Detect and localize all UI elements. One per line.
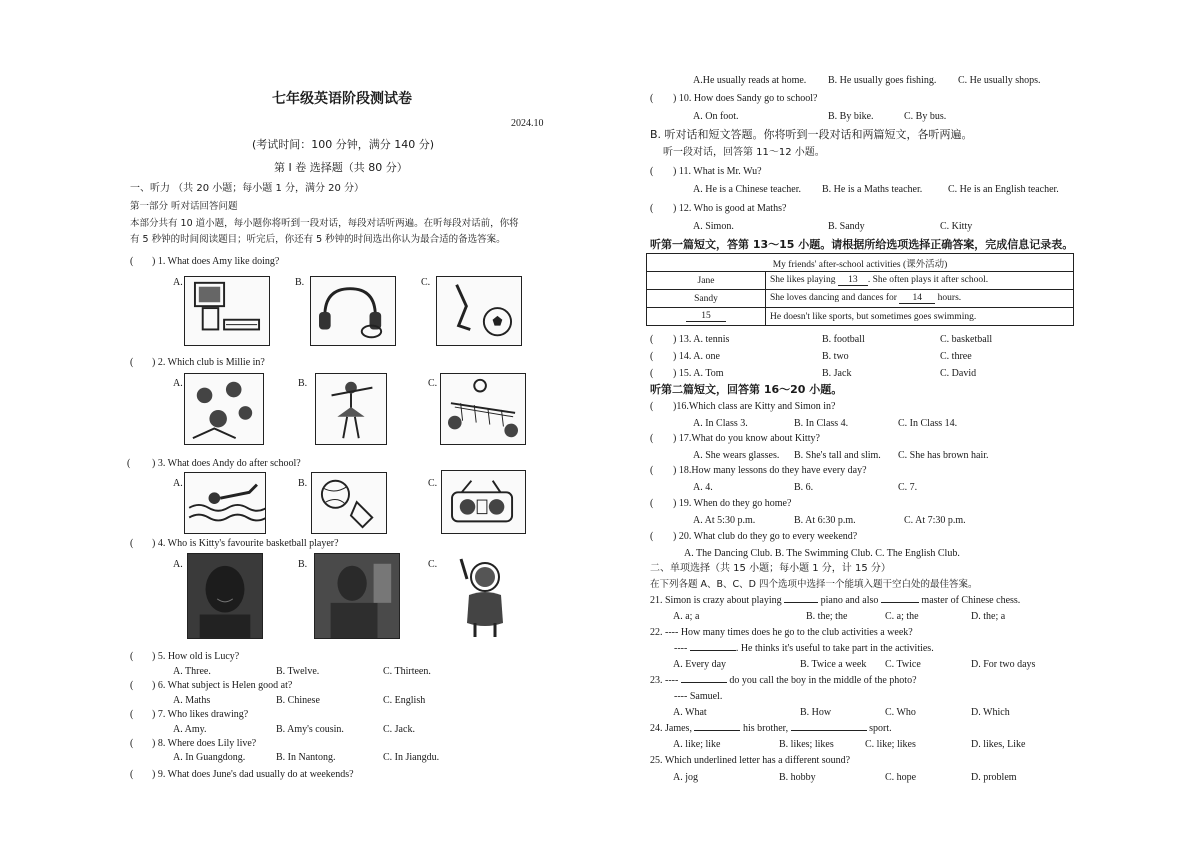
option-label: B. <box>298 478 308 489</box>
q21-text: piano and also <box>820 595 879 606</box>
option-label: A. <box>173 378 183 389</box>
option-label: C. <box>428 378 438 389</box>
q23-option-a: A. What <box>673 707 707 718</box>
option-label: B. <box>295 277 305 288</box>
question-21 <box>650 596 1020 606</box>
q22-answer-line <box>674 644 934 654</box>
question-15: ) 15. A. Tom <box>673 368 724 379</box>
option-label: C. <box>428 478 438 489</box>
q18-option-b: B. 6. <box>794 482 814 493</box>
paren: ( <box>127 458 131 469</box>
blank <box>694 730 740 731</box>
q21-option-c: C. a; the <box>885 611 919 622</box>
table-row <box>647 308 1074 326</box>
blank-13: 13 <box>838 275 868 286</box>
q23-option-b: B. How <box>800 707 832 718</box>
q7-option-c: C. Jack. <box>383 724 415 735</box>
paren: ( <box>650 531 654 542</box>
q10-option-c: C. By bus. <box>904 111 947 122</box>
question-3: ) 3. What does Andy do after school? <box>152 458 301 469</box>
table-activity-cell <box>766 272 1074 290</box>
paren: ( <box>130 709 134 720</box>
passage1-instruction: 听第一篇短文，答第 13～15 小题。请根据所给选项选择正确答案，完成信息记录表。 <box>650 238 1074 251</box>
activity-text: hours. <box>937 293 962 303</box>
q23-option-d: D. Which <box>971 707 1010 718</box>
q8-option-c: C. In Jiangdu. <box>383 752 440 763</box>
paren: ( <box>650 401 654 412</box>
blank-15: 15 <box>686 311 726 322</box>
question-17: ) 17.What do you know about Kitty? <box>673 433 820 444</box>
q12-option-b: B. Sandy <box>828 221 865 232</box>
headphones-picture <box>310 276 396 346</box>
paren: ( <box>130 357 134 368</box>
activity-text: She likes playing <box>770 275 836 285</box>
option-label: C. <box>421 277 431 288</box>
player-photo-a <box>187 553 263 639</box>
question-6: ) 6. What subject is Helen good at? <box>152 680 293 691</box>
option-label: A. <box>173 559 183 570</box>
listening-heading: 一、听力 （共 20 小题；每小题 1 分，满分 20 分） <box>130 183 365 194</box>
q15-option-c: C. David <box>940 368 977 379</box>
q21-text: master of Chinese chess. <box>921 595 1021 606</box>
radio-picture <box>441 470 526 534</box>
q22-text: . He thinks it's useful to take part in the activities. <box>735 643 934 654</box>
paren: ( <box>650 465 654 476</box>
blank <box>681 682 727 683</box>
paren: ( <box>650 498 654 509</box>
q23-text: 23. ---- <box>650 675 679 686</box>
q22-option-a: A. Every day <box>673 659 727 670</box>
question-20: ) 20. What club do they go to every weekend? <box>673 531 858 542</box>
cartoon-boy-picture <box>445 553 523 639</box>
q24-option-a: A. like; like <box>673 739 721 750</box>
question-12: ) 12. Who is good at Maths? <box>673 203 787 214</box>
paren: ( <box>650 351 654 362</box>
q9-option-c: C. He usually shops. <box>958 75 1041 86</box>
activities-table <box>646 253 1074 326</box>
q22-option-c: C. Twice <box>885 659 921 670</box>
table-name-cell: Jane <box>647 272 766 290</box>
instructions-line1: 本部分共有 10 道小题，每小题你将听到一段对话，每段对话听两遍。在听每段对话前，你将 <box>130 218 519 229</box>
paren: ( <box>130 256 134 267</box>
option-label: A. <box>173 478 183 489</box>
q6-option-b: B. Chinese <box>276 695 320 706</box>
q23-option-c: C. Who <box>885 707 916 718</box>
q22-text: ---- <box>674 643 688 654</box>
q11-option-c: C. He is an English teacher. <box>948 184 1059 195</box>
question-8: ) 8. Where does Lily live? <box>152 738 257 749</box>
q7-option-a: A. Amy. <box>173 724 207 735</box>
dialog-instruction: 听一段对话，回答第 11～12 小题。 <box>663 147 825 158</box>
q25-option-d: D. problem <box>971 772 1017 783</box>
q9-option-b: B. He usually goes fishing. <box>828 75 937 86</box>
q6-option-c: C. English <box>383 695 426 706</box>
q10-option-a: A. On foot. <box>693 111 739 122</box>
q19-option-a: A. At 5:30 p.m. <box>693 515 756 526</box>
q14-option-c: C. three <box>940 351 972 362</box>
paren: ( <box>650 433 654 444</box>
table-name-cell: Sandy <box>647 290 766 308</box>
blank <box>791 730 867 731</box>
blank <box>784 602 818 603</box>
q5-option-c: C. Thirteen. <box>383 666 431 677</box>
option-label: A. <box>173 277 183 288</box>
table-activity-cell <box>766 290 1074 308</box>
paren: ( <box>650 368 654 379</box>
q22-option-d: D. For two days <box>971 659 1036 670</box>
q12-option-a: A. Simon. <box>693 221 734 232</box>
question-23 <box>650 676 917 686</box>
q8-option-b: B. In Nantong. <box>276 752 336 763</box>
group-chat-picture <box>184 373 264 445</box>
q21-option-d: D. the; a <box>971 611 1006 622</box>
paren: ( <box>650 334 654 345</box>
volume-heading: 第 I 卷 选择题（共 80 分） <box>274 161 408 174</box>
q20-options: A. The Dancing Club. B. The Swimming Club. C. The English Club. <box>684 548 960 559</box>
q16-option-b: B. In Class 4. <box>794 418 849 429</box>
q23-reply: ---- Samuel. <box>674 691 723 702</box>
q24-text: his brother, <box>742 723 789 734</box>
paren: ( <box>130 538 134 549</box>
q25-option-c: C. hope <box>885 772 917 783</box>
ballet-dancer-picture <box>315 373 387 445</box>
exam-info: (考试时间：100 分钟，满分 140 分) <box>252 138 435 151</box>
q21-text: 21. Simon is crazy about playing <box>650 595 782 606</box>
q10-option-b: B. By bike. <box>828 111 874 122</box>
q5-option-a: A. Three. <box>173 666 211 677</box>
q14-option-b: B. two <box>822 351 849 362</box>
table-row <box>647 290 1074 308</box>
q17-option-a: A. She wears glasses. <box>693 450 780 461</box>
q24-option-d: D. likes, Like <box>971 739 1026 750</box>
question-24 <box>650 724 892 734</box>
q17-option-b: B. She's tall and slim. <box>794 450 881 461</box>
passage2-instruction: 听第二篇短文，回答第 16～20 小题。 <box>650 383 843 396</box>
paren: ( <box>650 166 654 177</box>
paren: ( <box>650 203 654 214</box>
player-photo-b <box>314 553 400 639</box>
question-14: ) 14. A. one <box>673 351 720 362</box>
blank <box>881 602 919 603</box>
q19-option-c: C. At 7:30 p.m. <box>904 515 966 526</box>
q16-option-c: C. In Class 14. <box>898 418 958 429</box>
q24-text: 24. James, <box>650 723 692 734</box>
exam-date: 2024.10 <box>511 118 544 129</box>
paren: ( <box>130 680 134 691</box>
option-label: B. <box>298 559 308 570</box>
q13-option-c: C. basketball <box>940 334 993 345</box>
question-19: ) 19. When do they go home? <box>673 498 792 509</box>
swimming-picture <box>184 472 266 534</box>
blank-14: 14 <box>899 293 935 304</box>
activity-text: . She often plays it after school. <box>867 275 989 285</box>
question-16: )16.Which class are Kitty and Simon in? <box>673 401 836 412</box>
activity-text: She loves dancing and dances for <box>770 293 897 303</box>
question-13: ) 13. A. tennis <box>673 334 730 345</box>
q19-option-b: B. At 6:30 p.m. <box>794 515 856 526</box>
q8-option-a: A. In Guangdong. <box>173 752 246 763</box>
question-18: ) 18.How many lessons do they have every day? <box>673 465 867 476</box>
q13-option-b: B. football <box>822 334 865 345</box>
q24-option-c: C. like; likes <box>865 739 916 750</box>
blank <box>690 650 736 651</box>
question-5: ) 5. How old is Lucy? <box>152 651 240 662</box>
part-b-heading: B. 听对话和短文答题。你将听到一段对话和两篇短文，各听两遍。 <box>650 128 973 141</box>
q9-option-a: A.He usually reads at home. <box>693 75 807 86</box>
volleyball-ball-picture <box>311 472 387 534</box>
question-22: 22. ---- How many times does he go to the club activities a week? <box>650 627 913 638</box>
question-1: ) 1. What does Amy like doing? <box>152 256 280 267</box>
q18-option-c: C. 7. <box>898 482 918 493</box>
q24-text: sport. <box>869 723 892 734</box>
table-name-cell <box>647 308 766 326</box>
question-2: ) 2. Which club is Millie in? <box>152 357 265 368</box>
computer-picture <box>184 276 270 346</box>
section2-heading: 二、单项选择（共 15 小题；每小题 1 分，计 15 分） <box>650 563 891 574</box>
paren: ( <box>130 738 134 749</box>
question-7: ) 7. Who likes drawing? <box>152 709 249 720</box>
q11-option-a: A. He is a Chinese teacher. <box>693 184 802 195</box>
question-4: ) 4. Who is Kitty's favourite basketball player? <box>152 538 339 549</box>
paren: ( <box>130 769 134 780</box>
volleyball-picture <box>440 373 526 445</box>
paren: ( <box>130 651 134 662</box>
option-label: C. <box>428 559 438 570</box>
section2-instruction: 在下列各题 A、B、C、D 四个选项中选择一个能填入题干空白处的最佳答案。 <box>650 579 978 590</box>
q5-option-b: B. Twelve. <box>276 666 320 677</box>
q23-text: do you call the boy in the middle of the photo? <box>729 675 917 686</box>
q6-option-a: A. Maths <box>173 695 211 706</box>
paren: ( <box>650 93 654 104</box>
q21-option-b: B. the; the <box>806 611 848 622</box>
question-25: 25. Which underlined letter has a different sound? <box>650 755 851 766</box>
q25-option-b: B. hobby <box>779 772 816 783</box>
q11-option-b: B. He is a Maths teacher. <box>822 184 923 195</box>
table-title: My friends' after-school activities (课外活动) <box>647 254 1074 272</box>
question-11: ) 11. What is Mr. Wu? <box>673 166 762 177</box>
q17-option-c: C. She has brown hair. <box>898 450 989 461</box>
q12-option-c: C. Kitty <box>940 221 973 232</box>
option-label: B. <box>298 378 308 389</box>
q18-option-a: A. 4. <box>693 482 713 493</box>
q7-option-b: B. Amy's cousin. <box>276 724 344 735</box>
q24-option-b: B. likes; likes <box>779 739 834 750</box>
question-9: ) 9. What does June's dad usually do at weekends? <box>152 769 354 780</box>
q25-option-a: A. jog <box>673 772 698 783</box>
exam-title: 七年级英语阶段测试卷 <box>272 91 412 107</box>
q21-option-a: A. a; a <box>673 611 700 622</box>
table-row <box>647 272 1074 290</box>
football-picture <box>436 276 522 346</box>
q22-option-b: B. Twice a week <box>800 659 867 670</box>
instructions-line2: 有 5 秒钟的时间阅读题目；听完后，你还有 5 秒钟的时间选出你认为最合适的备选答案。 <box>130 234 506 245</box>
table-activity-cell: He doesn't like sports, but sometimes goes swimming. <box>766 308 1074 326</box>
part1-heading: 第一部分 听对话回答问题 <box>130 201 238 212</box>
q16-option-a: A. In Class 3. <box>693 418 748 429</box>
question-10: ) 10. How does Sandy go to school? <box>673 93 818 104</box>
q15-option-b: B. Jack <box>822 368 852 379</box>
